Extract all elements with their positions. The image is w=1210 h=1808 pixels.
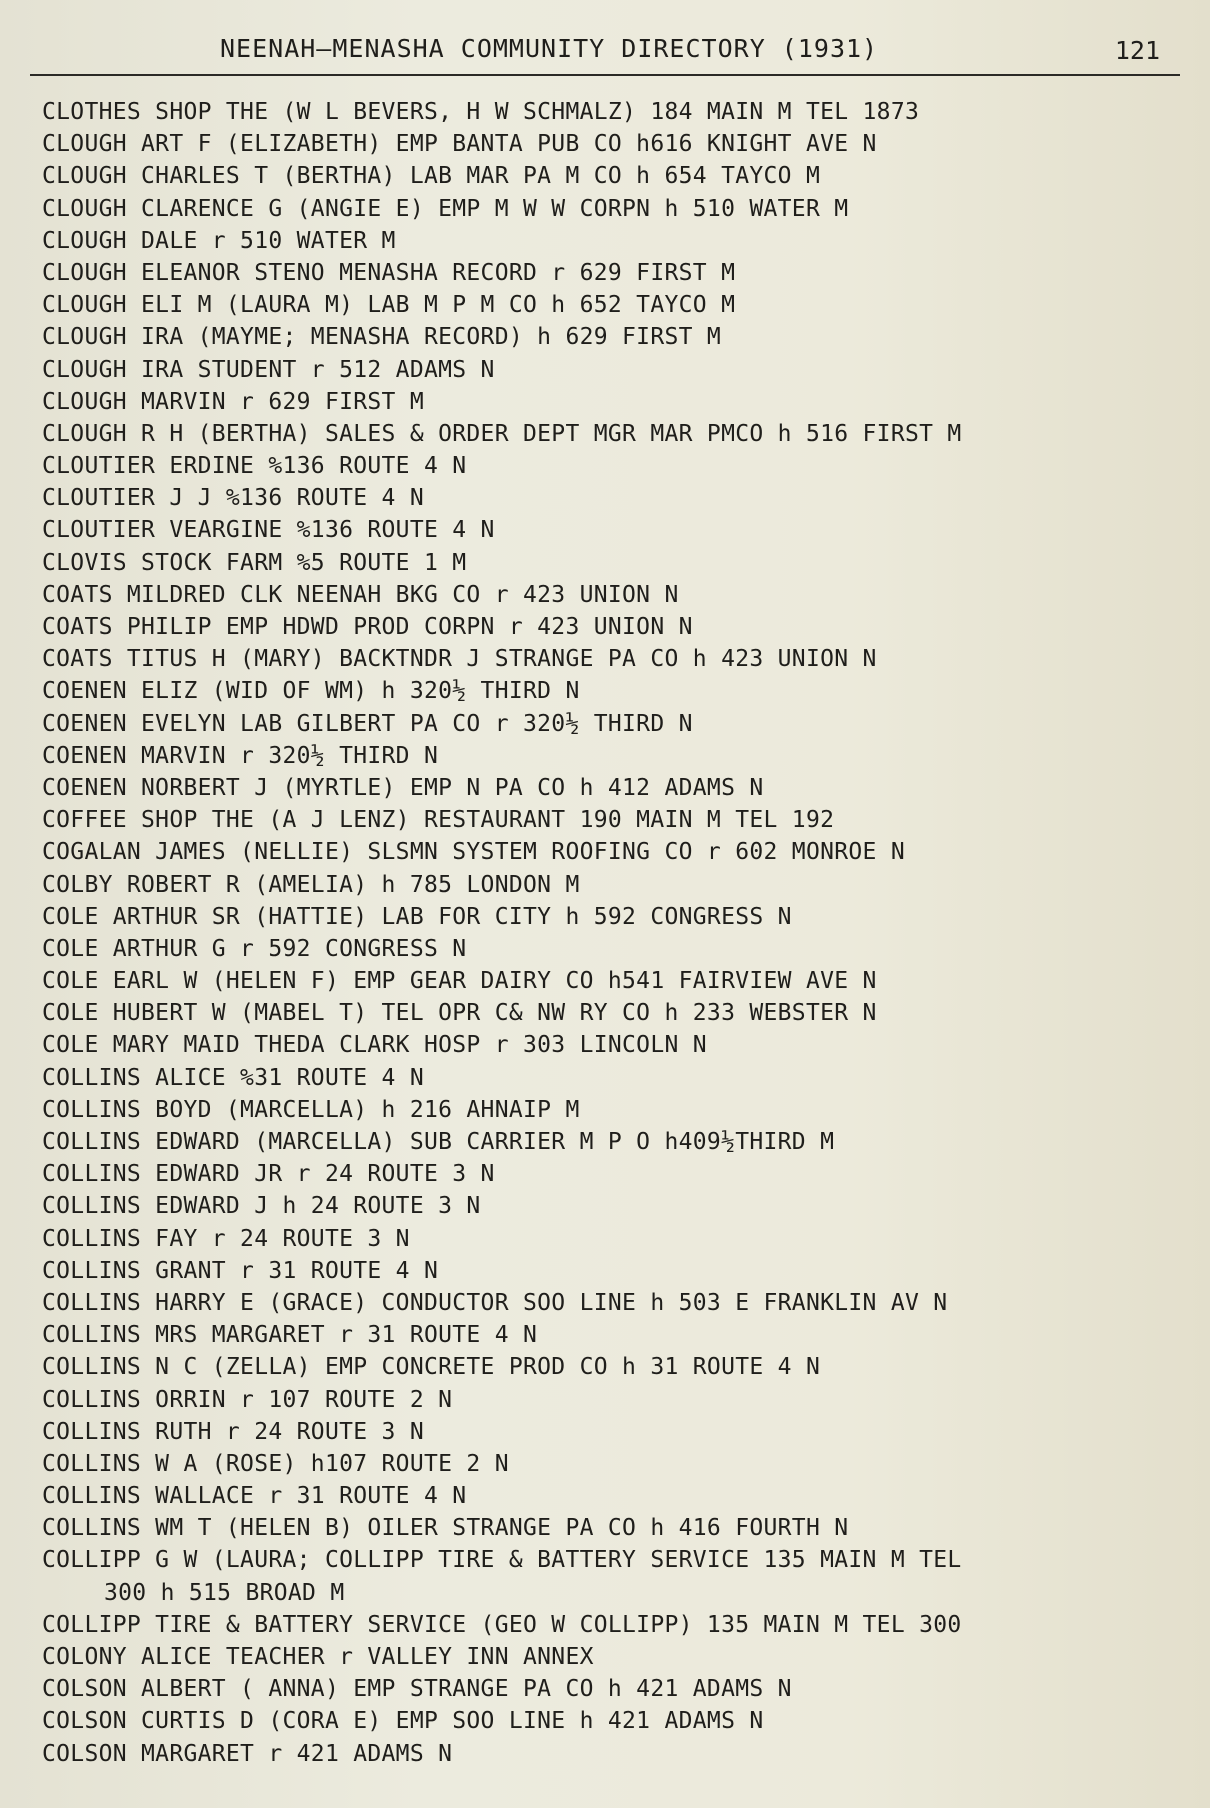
directory-entry: COENEN MARVIN r 320½ THIRD N [42,742,439,769]
directory-entry: CLOUTIER J J %136 ROUTE 4 N [42,485,424,512]
directory-entry: COLLINS FAY r 24 ROUTE 3 N [42,1225,410,1252]
directory-entry: COATS PHILIP EMP HDWD PROD CORPN r 423 UNION N [42,614,693,640]
directory-entry: COLLINS GRANT r 31 ROUTE 4 N [42,1257,439,1284]
directory-entry: COLLINS RUTH r 24 ROUTE 3 N [42,1418,424,1445]
page-number: 121 [1114,36,1160,65]
directory-entry: COLE ARTHUR G r 592 CONGRESS N [42,935,467,962]
directory-entry: COATS MILDRED CLK NEENAH BKG CO r 423 UNION N [42,581,679,608]
directory-entry: CLOVIS STOCK FARM %5 ROUTE 1 M [42,549,467,576]
directory-entry: COENEN ELIZ (WID OF WM) h 320½ THIRD N [42,678,580,705]
directory-entry: CLOUGH ELEANOR STENO MENASHA RECORD r 629 FIRST M [42,259,736,286]
directory-entry: COENEN NORBERT J (MYRTLE) EMP N PA CO h 412 ADAMS N [42,774,764,801]
directory-entry: COLSON CURTIS D (CORA E) EMP SOO LINE h 421 ADAMS N [42,1708,764,1735]
directory-entry: CLOUGH CLARENCE G (ANGIE E) EMP M W W CORPN h 510 WATER M [42,195,849,222]
directory-entry: COLLINS N C (ZELLA) EMP CONCRETE PROD CO h 31 ROUTE 4 N [42,1354,821,1381]
directory-entry: COLLINS EDWARD J h 24 ROUTE 3 N [42,1193,481,1220]
directory-entry: CLOUGH MARVIN r 629 FIRST M [42,388,424,415]
directory-entry: COLSON MARGARET r 421 ADAMS N [42,1740,453,1767]
directory-entry: CLOUTIER ERDINE %136 ROUTE 4 N [42,453,467,480]
directory-entry: CLOUGH ART F (ELIZABETH) EMP BANTA PUB CO h616 KNIGHT AVE N [42,131,877,158]
directory-entry: CLOUGH R H (BERTHA) SALES & ORDER DEPT MGR MAR PMCO h 516 FIRST M [42,420,962,447]
directory-entry: CLOUTIER VEARGINE %136 ROUTE 4 N [42,517,495,544]
directory-entry: COATS TITUS H (MARY) BACKTNDR J STRANGE PA CO h 423 UNION N [42,646,877,673]
directory-entry: CLOUGH IRA STUDENT r 512 ADAMS N [42,356,495,383]
directory-entry: CLOUGH IRA (MAYME; MENASHA RECORD) h 629 FIRST M [42,324,722,351]
directory-entry: COLSON ALBERT ( ANNA) EMP STRANGE PA CO h 421 ADAMS N [42,1676,792,1703]
directory-entry: COFFEE SHOP THE (A J LENZ) RESTAURANT 190 MAIN M TEL 192 [42,807,835,834]
directory-entry: COENEN EVELYN LAB GILBERT PA CO r 320½ THIRD N [42,710,693,737]
directory-entry: CLOUGH ELI M (LAURA M) LAB M P M CO h 652 TAYCO M [42,292,736,319]
directory-entry: COLE MARY MAID THEDA CLARK HOSP r 303 LINCOLN N [42,1032,707,1059]
directory-entry: CLOUGH DALE r 510 WATER M [42,227,396,254]
directory-entries [42,96,1182,1770]
directory-entry: COLLINS EDWARD JR r 24 ROUTE 3 N [42,1161,495,1188]
directory-entry: COLLINS BOYD (MARCELLA) h 216 AHNAIP M [42,1096,580,1123]
directory-entry: COLLINS HARRY E (GRACE) CONDUCTOR SOO LINE h 503 E FRANKLIN AV N [42,1289,948,1316]
page-header [30,30,1180,72]
directory-entry: COLLINS EDWARD (MARCELLA) SUB CARRIER M P O h409½THIRD M [42,1129,835,1155]
directory-entry: COLLINS ALICE %31 ROUTE 4 N [42,1064,424,1091]
directory-entry: COLE HUBERT W (MABEL T) TEL OPR C& NW RY CO h 233 WEBSTER N [42,1000,877,1027]
directory-entry: COLBY ROBERT R (AMELIA) h 785 LONDON M [42,871,580,898]
page-title: NEENAH—MENASHA COMMUNITY DIRECTORY (1931) [220,34,879,63]
directory-entry-continuation: 300 h 515 BROAD M [104,1579,345,1606]
directory-entry: COLLINS W A (ROSE) h107 ROUTE 2 N [42,1450,509,1477]
directory-entry: COLLIPP G W (LAURA; COLLIPP TIRE & BATTERY SERVICE 135 MAIN M TEL [42,1547,962,1574]
directory-entry: CLOUGH CHARLES T (BERTHA) LAB MAR PA M CO h 654 TAYCO M [42,163,821,190]
directory-entry: COLLINS WM T (HELEN B) OILER STRANGE PA CO h 416 FOURTH N [42,1515,849,1542]
directory-entry: COLLINS ORRIN r 107 ROUTE 2 N [42,1386,453,1413]
directory-entry: COLONY ALICE TEACHER r VALLEY INN ANNEX [42,1644,594,1670]
directory-entry: COLLIPP TIRE & BATTERY SERVICE (GEO W COLLIPP) 135 MAIN M TEL 300 [42,1611,962,1638]
directory-entry: COLLINS MRS MARGARET r 31 ROUTE 4 N [42,1322,538,1349]
directory-entry: COGALAN JAMES (NELLIE) SLSMN SYSTEM ROOFING CO r 602 MONROE N [42,839,905,866]
directory-entry: COLE EARL W (HELEN F) EMP GEAR DAIRY CO h541 FAIRVIEW AVE N [42,968,877,995]
directory-entry: COLLINS WALLACE r 31 ROUTE 4 N [42,1483,467,1510]
directory-entry: COLE ARTHUR SR (HATTIE) LAB FOR CITY h 592 CONGRESS N [42,903,792,930]
directory-entry: CLOTHES SHOP THE (W L BEVERS, H W SCHMALZ) 184 MAIN M TEL 1873 [42,99,920,125]
header-rule [30,74,1180,76]
